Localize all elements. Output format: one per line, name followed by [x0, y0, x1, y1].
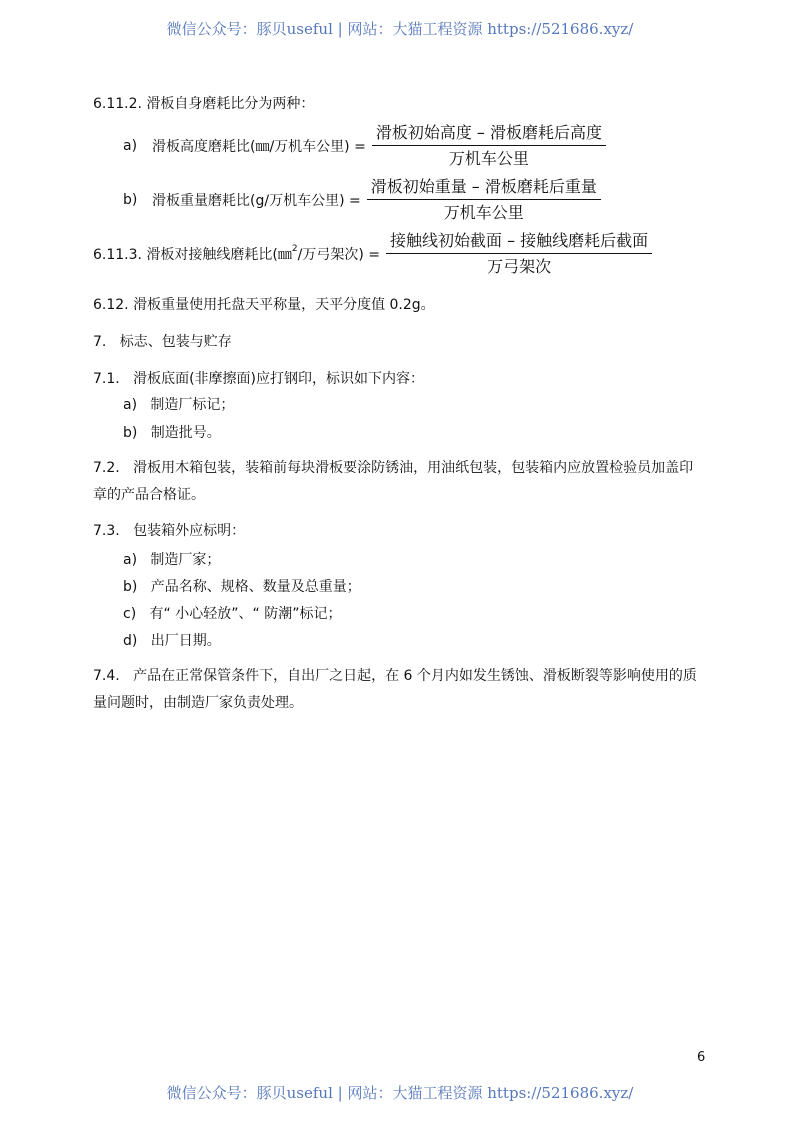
list-label: d) — [123, 633, 138, 649]
list-item — [123, 396, 234, 414]
formula-b-lhs: 滑板重量磨耗比(g/万机车公里) = — [152, 193, 361, 209]
numerator: 接触线初始截面 – 接触线磨耗后截面 — [386, 231, 652, 254]
list-text: 制造厂家； — [150, 552, 221, 568]
section-number: 7.1. — [93, 371, 120, 387]
formula-c-fraction — [386, 231, 652, 277]
list-text: 出厂日期。 — [150, 633, 221, 649]
list-item — [123, 424, 221, 442]
section-7-3 — [93, 522, 245, 540]
section-text: 滑板底面(非摩擦面)应打钢印，标识如下内容： — [133, 371, 425, 387]
formula-b-label: b) — [123, 192, 138, 208]
list-text: 制造批号。 — [150, 425, 221, 441]
formula-a-label: a) — [123, 138, 138, 154]
list-label: c) — [123, 606, 137, 622]
formula-b-fraction — [367, 177, 601, 223]
section-7-4-cont: 量问题时，由制造厂家负责处理。 — [93, 695, 303, 711]
formula-c-lhs — [93, 244, 380, 264]
list-label: a) — [123, 397, 138, 413]
section-text: 滑板重量使用托盘天平称量，天平分度值 0.2g。 — [133, 297, 435, 313]
header-watermark: 微信公众号：豚贝useful | 网站：大猫工程资源 https://521686.xyz/ — [166, 20, 634, 38]
list-item — [123, 551, 220, 569]
section-text: 包装箱外应标明： — [133, 523, 246, 539]
section-7-1 — [93, 370, 424, 388]
numerator: 滑板初始重量 – 滑板磨耗后重量 — [367, 177, 601, 200]
section-text: 滑板自身磨耗比分为两种： — [146, 96, 315, 112]
section-text: 滑板用木箱包装，装箱前每块滑板要涂防锈油，用油纸包装，包装箱内应放置检验员加盖印 — [133, 460, 694, 476]
section-title: 标志、包装与贮存 — [119, 334, 232, 350]
formula-a-lhs: 滑板高度磨耗比(㎜/万机车公里) = — [152, 139, 366, 155]
section-number: 6.11.3. — [93, 247, 142, 263]
formula-a-row — [123, 123, 606, 169]
list-label: a) — [123, 552, 138, 568]
footer-watermark: 微信公众号：豚贝useful | 网站：大猫工程资源 https://521686.xyz/ — [166, 1084, 634, 1102]
list-text: 制造厂标记； — [150, 397, 235, 413]
list-item — [123, 578, 361, 596]
formula-b-row — [123, 177, 601, 223]
list-text: 产品名称、规格、数量及总重量； — [150, 579, 361, 595]
section-text: 产品在正常保管条件下，自出厂之日起，在 6 个月内如发生锈蚀、滑板断裂等影响使用的质 — [133, 668, 697, 684]
formula-a-fraction — [372, 123, 606, 169]
section-6-11-2 — [93, 95, 314, 113]
lhs-post: /万弓架次) = — [297, 247, 380, 263]
list-item — [123, 632, 221, 650]
numerator: 滑板初始高度 – 滑板磨耗后高度 — [372, 123, 606, 146]
section-7-4 — [93, 667, 697, 685]
list-text: 有“ 小心轻放”、“ 防潮”标记； — [149, 606, 342, 622]
section-7-2-cont: 章的产品合格证。 — [93, 487, 205, 503]
list-label: b) — [123, 425, 138, 441]
denominator: 万弓架次 — [487, 257, 552, 276]
denominator: 万机车公里 — [448, 149, 529, 168]
section-6-11-3 — [93, 231, 652, 277]
section-number: 7.2. — [93, 460, 120, 476]
superscript: 2 — [291, 244, 298, 254]
section-7-2 — [93, 459, 693, 477]
section-number: 7.3. — [93, 523, 120, 539]
lhs: 滑板对接触线磨耗比(㎜ — [146, 247, 292, 263]
section-number: 7. — [93, 334, 107, 350]
section-number: 6.11.2. — [93, 96, 142, 112]
section-6-12 — [93, 296, 435, 314]
list-label: b) — [123, 579, 138, 595]
section-7 — [93, 333, 232, 351]
section-number: 6.12. — [93, 297, 129, 313]
section-number: 7.4. — [93, 668, 120, 684]
page-number: 6 — [697, 1050, 706, 1065]
denominator: 万机车公里 — [443, 203, 524, 222]
list-item — [123, 605, 341, 623]
